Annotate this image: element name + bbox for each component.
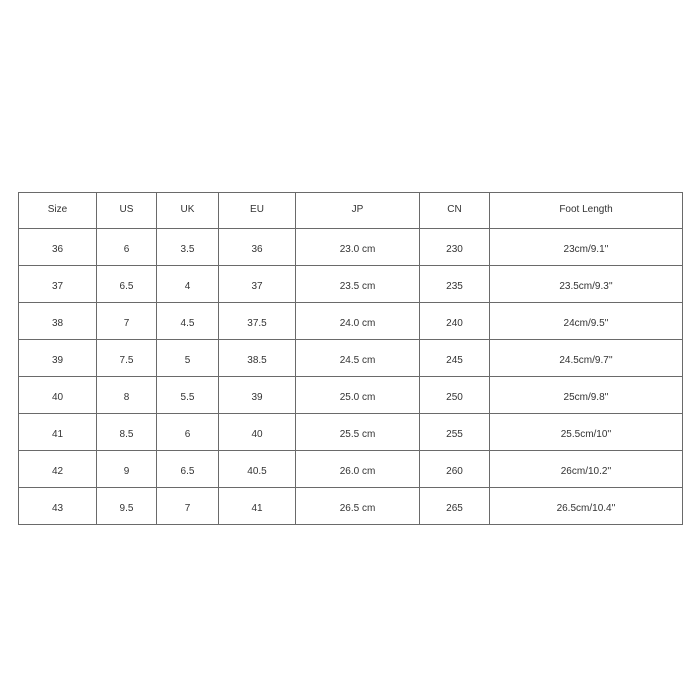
- cell-cn: 235: [420, 266, 490, 303]
- cell-eu: 40: [219, 414, 296, 451]
- table-row: [19, 229, 683, 266]
- cell-cn: 245: [420, 340, 490, 377]
- header-row: [19, 193, 683, 229]
- cell-foot-length: 25cm/9.8'': [490, 377, 683, 414]
- header-cn: CN: [420, 193, 490, 229]
- cell-jp: 25.0 cm: [296, 377, 420, 414]
- cell-jp: 24.5 cm: [296, 340, 420, 377]
- cell-cn: 260: [420, 451, 490, 488]
- cell-size: 40: [19, 377, 97, 414]
- cell-us: 6: [97, 229, 157, 266]
- table-row: [19, 488, 683, 525]
- cell-size: 36: [19, 229, 97, 266]
- table-row: [19, 340, 683, 377]
- table-row: [19, 377, 683, 414]
- cell-foot-length: 24cm/9.5'': [490, 303, 683, 340]
- cell-eu: 37.5: [219, 303, 296, 340]
- cell-us: 7.5: [97, 340, 157, 377]
- cell-us: 8.5: [97, 414, 157, 451]
- cell-jp: 26.5 cm: [296, 488, 420, 525]
- cell-size: 41: [19, 414, 97, 451]
- cell-jp: 25.5 cm: [296, 414, 420, 451]
- cell-cn: 255: [420, 414, 490, 451]
- table-header: [19, 193, 683, 229]
- cell-foot-length: 23.5cm/9.3'': [490, 266, 683, 303]
- cell-cn: 230: [420, 229, 490, 266]
- cell-cn: 250: [420, 377, 490, 414]
- cell-jp: 26.0 cm: [296, 451, 420, 488]
- cell-uk: 7: [157, 488, 219, 525]
- table-row: [19, 303, 683, 340]
- cell-uk: 5.5: [157, 377, 219, 414]
- cell-us: 9.5: [97, 488, 157, 525]
- cell-eu: 40.5: [219, 451, 296, 488]
- cell-size: 38: [19, 303, 97, 340]
- cell-foot-length: 23cm/9.1'': [490, 229, 683, 266]
- cell-uk: 4: [157, 266, 219, 303]
- cell-eu: 41: [219, 488, 296, 525]
- cell-size: 43: [19, 488, 97, 525]
- cell-eu: 37: [219, 266, 296, 303]
- header-size: Size: [19, 193, 97, 229]
- table-row: [19, 414, 683, 451]
- table-body: [19, 229, 683, 525]
- cell-uk: 5: [157, 340, 219, 377]
- cell-us: 7: [97, 303, 157, 340]
- cell-eu: 36: [219, 229, 296, 266]
- cell-jp: 23.5 cm: [296, 266, 420, 303]
- cell-cn: 265: [420, 488, 490, 525]
- cell-uk: 4.5: [157, 303, 219, 340]
- cell-foot-length: 25.5cm/10'': [490, 414, 683, 451]
- cell-foot-length: 26.5cm/10.4'': [490, 488, 683, 525]
- cell-size: 37: [19, 266, 97, 303]
- cell-jp: 24.0 cm: [296, 303, 420, 340]
- header-foot-length: Foot Length: [490, 193, 683, 229]
- header-uk: UK: [157, 193, 219, 229]
- cell-uk: 6: [157, 414, 219, 451]
- table-row: [19, 266, 683, 303]
- cell-eu: 38.5: [219, 340, 296, 377]
- cell-foot-length: 26cm/10.2'': [490, 451, 683, 488]
- cell-cn: 240: [420, 303, 490, 340]
- cell-us: 9: [97, 451, 157, 488]
- cell-us: 8: [97, 377, 157, 414]
- header-jp: JP: [296, 193, 420, 229]
- header-eu: EU: [219, 193, 296, 229]
- size-chart-table: [18, 192, 683, 525]
- cell-uk: 3.5: [157, 229, 219, 266]
- cell-size: 39: [19, 340, 97, 377]
- cell-size: 42: [19, 451, 97, 488]
- cell-us: 6.5: [97, 266, 157, 303]
- table-row: [19, 451, 683, 488]
- cell-jp: 23.0 cm: [296, 229, 420, 266]
- cell-foot-length: 24.5cm/9.7'': [490, 340, 683, 377]
- header-us: US: [97, 193, 157, 229]
- cell-uk: 6.5: [157, 451, 219, 488]
- cell-eu: 39: [219, 377, 296, 414]
